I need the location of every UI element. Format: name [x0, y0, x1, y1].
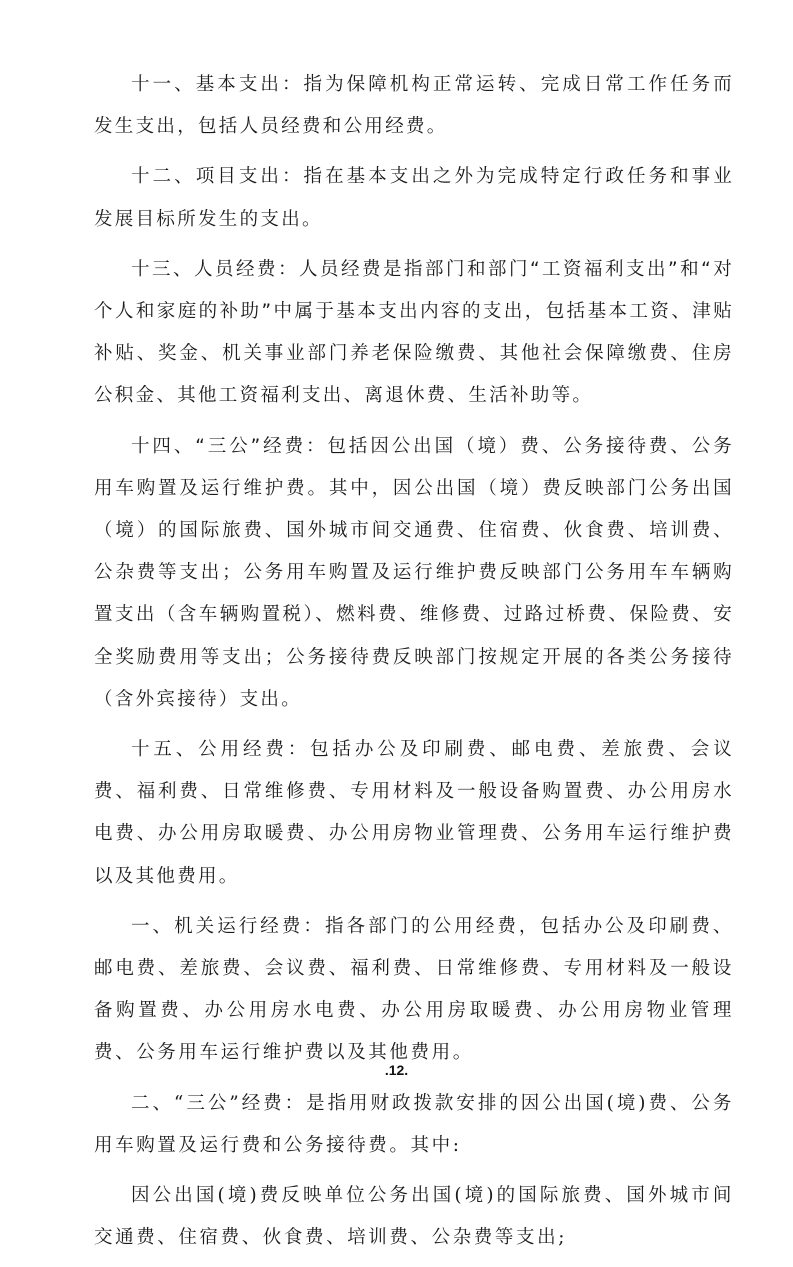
paragraph-three-public-expenses: 十四、“三公”经费：包括因公出国（境）费、公务接待费、公务用车购置及运行维护费。其中，因公出国（境）费反映部门公务出国（境）的国际旅费、国外城市间交通费、住宿费、伙食费、培训费、公杂费等支出；公务用车购置及运行维护费反映部门公务用车车辆购置支出（含车辆购置税）、燃料费、维修费、过路过桥费、保险费、安全奖励费用等支出；公务接待费反映部门按规定开展的各类公务接待（含外宾接待）支出。: [94, 435, 734, 710]
paragraph-personnel-expenses: 十三、人员经费：人员经费是指部门和部门“工资福利支出”和“对个人和家庭的补助”中属于基本支出内容的支出，包括基本工资、津贴补贴、奖金、机关事业部门养老保险缴费、其他社会保障缴费、住房公积金、其他工资福利支出、离退休费、生活补助等。: [94, 258, 734, 407]
paragraph-basic-expenditure: 十一、基本支出：指为保障机构正常运转、完成日常工作任务而发生支出，包括人员经费和公用经费。: [94, 74, 734, 138]
document-body: [94, 64, 734, 1267]
paragraph-overseas-travel: 因公出国(境)费反映单位公务出国(境)的国际旅费、国外城市间交通费、住宿费、伙食费、培训费、公杂费等支出;: [94, 1185, 734, 1249]
paragraph-agency-operating-expenses: 一、机关运行经费：指各部门的公用经费，包括办公及印刷费、邮电费、差旅费、会议费、福利费、日常维修费、专用材料及一般设备购置费、办公用房水电费、办公用房取暖费、办公用房物业管理费、公务用车运行维护费以及其他费用。: [94, 915, 734, 1064]
paragraph-project-expenditure: 十二、项目支出：指在基本支出之外为完成特定行政任务和事业发展目标所发生的支出。: [94, 166, 734, 230]
paragraph-public-expenses: 十五、公用经费：包括办公及印刷费、邮电费、差旅费、会议费、福利费、日常维修费、专用材料及一般设备购置费、办公用房水电费、办公用房取暖费、办公用房物业管理费、公务用车运行维护费以及其他费用。: [94, 739, 734, 887]
paragraph-three-public-fiscal: 二、“三公”经费：是指用财政拨款安排的因公出国(境)费、公务用车购置及运行费和公务接待费。其中:: [94, 1092, 734, 1156]
page-number: .12.: [384, 1062, 409, 1078]
